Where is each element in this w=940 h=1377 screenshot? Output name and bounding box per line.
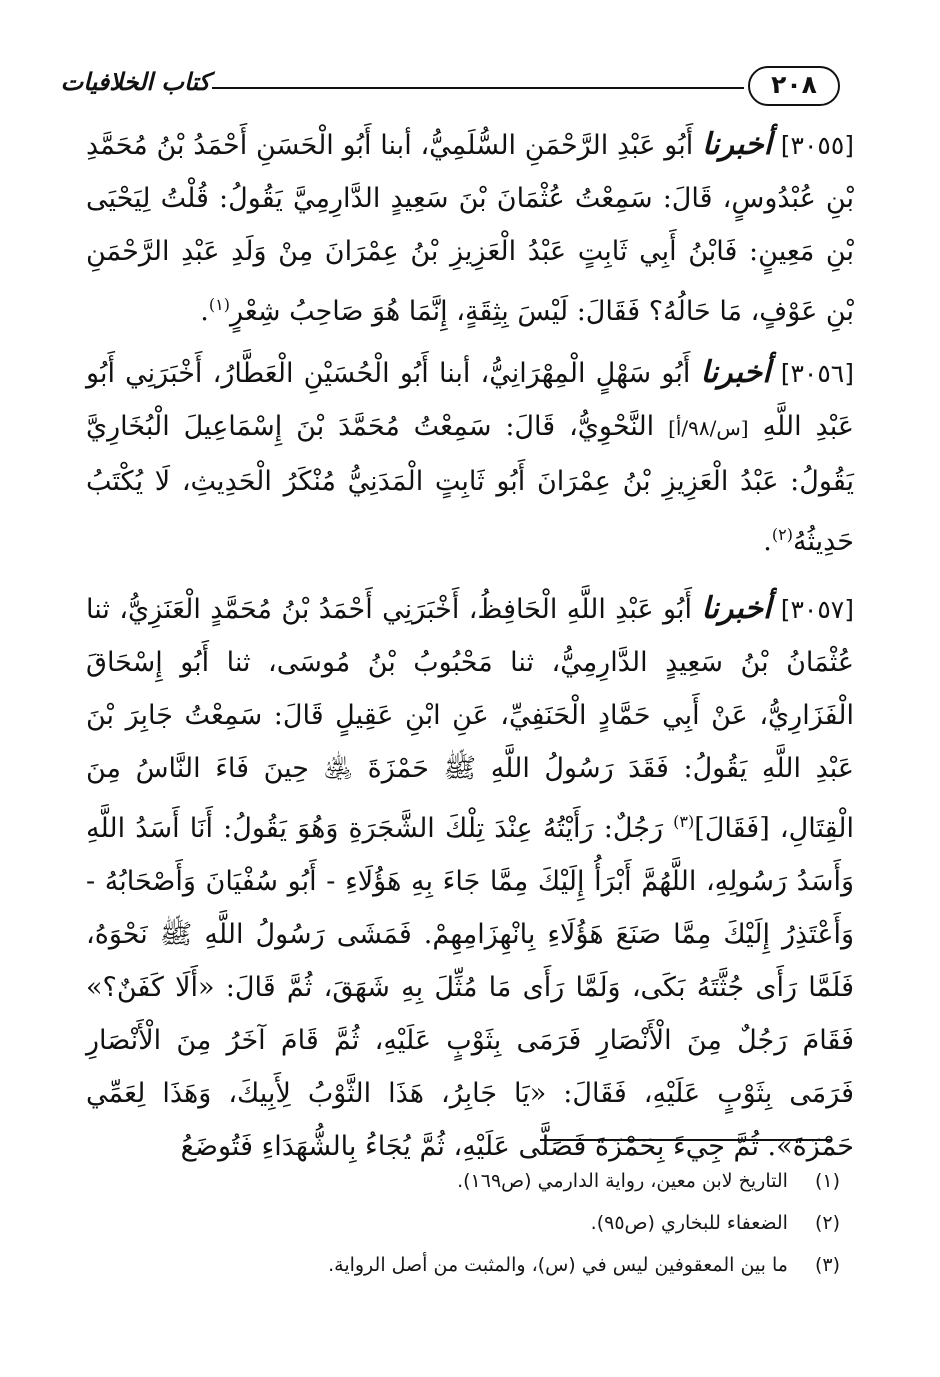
hadith-text: أَبُو سَهْلٍ الْمِهْرَانِيُّ، أبنا أَبُو الْحُسَيْنِ الْعَطَّارُ، أَخْبَرَنِي أَبُو عَبْدِ اللَّهِ xyxy=(86,358,854,442)
akhbarana-keyword: أخبرنا xyxy=(702,127,772,162)
hadith-text: أَبُو عَبْدِ اللَّهِ الْحَافِظُ، أَخْبَرَنِي أَحْمَدُ بْنُ مُحَمَّدٍ الْعَنَزِيُّ، ثنا عُثْمَانُ بْنُ سَعِيدٍ الدَّارِمِيُّ، ثنا مَحْبُوبُ بْنُ مُوسَى، ثنا أَبُو إِسْحَاقَ الْفَزَارِيُّ، عَنْ أَبِي حَمَّادٍ الْحَنَفِيِّ، عَنِ ابْنِ عَقِيلٍ قَالَ: سَمِعْتُ جَابِرَ بْنَ عَبْدِ اللَّهِ يَقُولُ: فَقَدَ رَسُولُ اللَّهِ ﷺ حَمْزَةَ ﵁ حِينَ فَاءَ النَّاسُ مِنَ الْقِتَالِ، [فَقَالَ] xyxy=(86,594,854,844)
footnote-item xyxy=(200,1202,840,1244)
hadith-text: أَبُو عَبْدِ الرَّحْمَنِ السُّلَمِيُّ، أبنا أَبُو الْحَسَنِ أَحْمَدُ بْنُ مُحَمَّدِ بْنِ عُبْدُوسٍ، قَالَ: سَمِعْتُ عُثْمَانَ بْنَ سَعِيدٍ الدَّارِمِيَّ يَقُولُ: قُلْتُ لِيَحْيَى بْنِ مَعِينٍ: فَابْنُ أَبِي ثَابِتٍ عَبْدُ الْعَزِيزِ بْنُ عِمْرَانَ مِنْ وَلَدِ عَبْدِ الرَّحْمَنِ بْنِ عَوْفٍ، مَا حَالُهُ؟ فَقَالَ: لَيْسَ بِثِقَةٍ، إِنَّمَا هُوَ صَاحِبُ شِعْرٍ xyxy=(86,130,854,327)
hadith-number: [٣٠٥٦] xyxy=(780,359,854,388)
hadith-3056 xyxy=(86,346,854,568)
footnote-mark: (٢) xyxy=(771,525,793,544)
footnote-number: (٣) xyxy=(814,1254,840,1276)
footnote-number: (٢) xyxy=(814,1212,840,1234)
page-number: ٢٠٨ xyxy=(748,66,840,106)
hadith-text-end: . xyxy=(763,526,772,557)
hadith-text-continued: رَجُلٌ: رَأَيْتُهُ عِنْدَ تِلْكَ الشَّجَرَةِ وَهُوَ يَقُولُ: أَنَا أَسَدُ اللَّهِ وَأَسَدُ رَسُولِهِ، اللَّهُمَّ أَبْرَأُ إِلَيْكَ مِمَّا جَاءَ بِهِ هَؤُلَاءِ - أَبُو سُفْيَانَ وَأَصْحَابُهُ - وَأَعْتَذِرُ إِلَيْكَ مِمَّا صَنَعَ هَؤُلَاءِ بِانْهِزَامِهِمْ. فَمَشَى رَسُولُ اللَّهِ ﷺ نَحْوَهُ، فَلَمَّا رَأَى جُثَّتَهُ بَكَى، وَلَمَّا رَأَى مَا مُثِّلَ بِهِ شَهَقَ، ثُمَّ قَالَ: «أَلَا كَفَنٌ؟» فَقَامَ رَجُلٌ مِنَ الْأَنْصَارِ فَرَمَى بِثَوْبٍ عَلَيْهِ، ثُمَّ قَامَ آخَرُ مِنَ الْأَنْصَارِ فَرَمَى بِثَوْبٍ عَلَيْهِ، فَقَالَ: «يَا جَابِرُ، هَذَا الثَّوْبُ لِأَبِيكَ، وَهَذَا لِعَمِّي حَمْزَةَ». ثُمَّ جِيءَ بِحَمْزَةَ فَصَلَّى عَلَيْهِ، ثُمَّ يُجَاءُ بِالشُّهَدَاءِ فَتُوضَعُ xyxy=(86,813,854,1162)
footnote-mark: (٣) xyxy=(673,812,695,831)
hadith-3057 xyxy=(86,582,854,1173)
akhbarana-keyword: أخبرنا xyxy=(700,355,771,390)
hadith-text-end: . xyxy=(200,296,209,327)
hadith-number: [٣٠٥٥] xyxy=(780,131,855,160)
header-rule xyxy=(212,87,744,89)
page-header xyxy=(60,62,840,112)
footnote-number: (١) xyxy=(814,1170,840,1192)
manuscript-reference: [س/٩٨/أ] xyxy=(668,416,749,440)
hadith-text-continued: النَّحْوِيُّ، قَالَ: سَمِعْتُ مُحَمَّدَ بْنَ إِسْمَاعِيلَ الْبُخَارِيَّ يَقُولُ: عَبْدُ الْعَزِيزِ بْنُ عِمْرَانَ أَبُو ثَابِتٍ الْمَدَنِيُّ مُنْكَرُ الْحَدِيثِ، لَا يُكْتَبُ حَدِيثُهُ xyxy=(86,411,854,557)
footnote-item xyxy=(200,1160,840,1202)
footnotes xyxy=(200,1160,840,1286)
hadith-3055 xyxy=(86,118,854,338)
akhbarana-keyword: أخبرنا xyxy=(701,591,772,626)
footnote-separator xyxy=(540,1139,832,1141)
footnote-mark: (١) xyxy=(208,295,230,314)
book-title: كتاب الخلافيات xyxy=(60,67,210,96)
footnote-text: ما بين المعقوفين ليس في (س)، والمثبت من أصل الرواية. xyxy=(328,1254,788,1276)
footnote-text: التاريخ لابن معين، رواية الدارمي (ص١٦٩). xyxy=(457,1170,788,1192)
hadith-number: [٣٠٥٧] xyxy=(780,595,854,624)
main-text xyxy=(86,118,854,1181)
footnote-text: الضعفاء للبخاري (ص٩٥). xyxy=(590,1212,788,1234)
footnote-item xyxy=(200,1244,840,1286)
